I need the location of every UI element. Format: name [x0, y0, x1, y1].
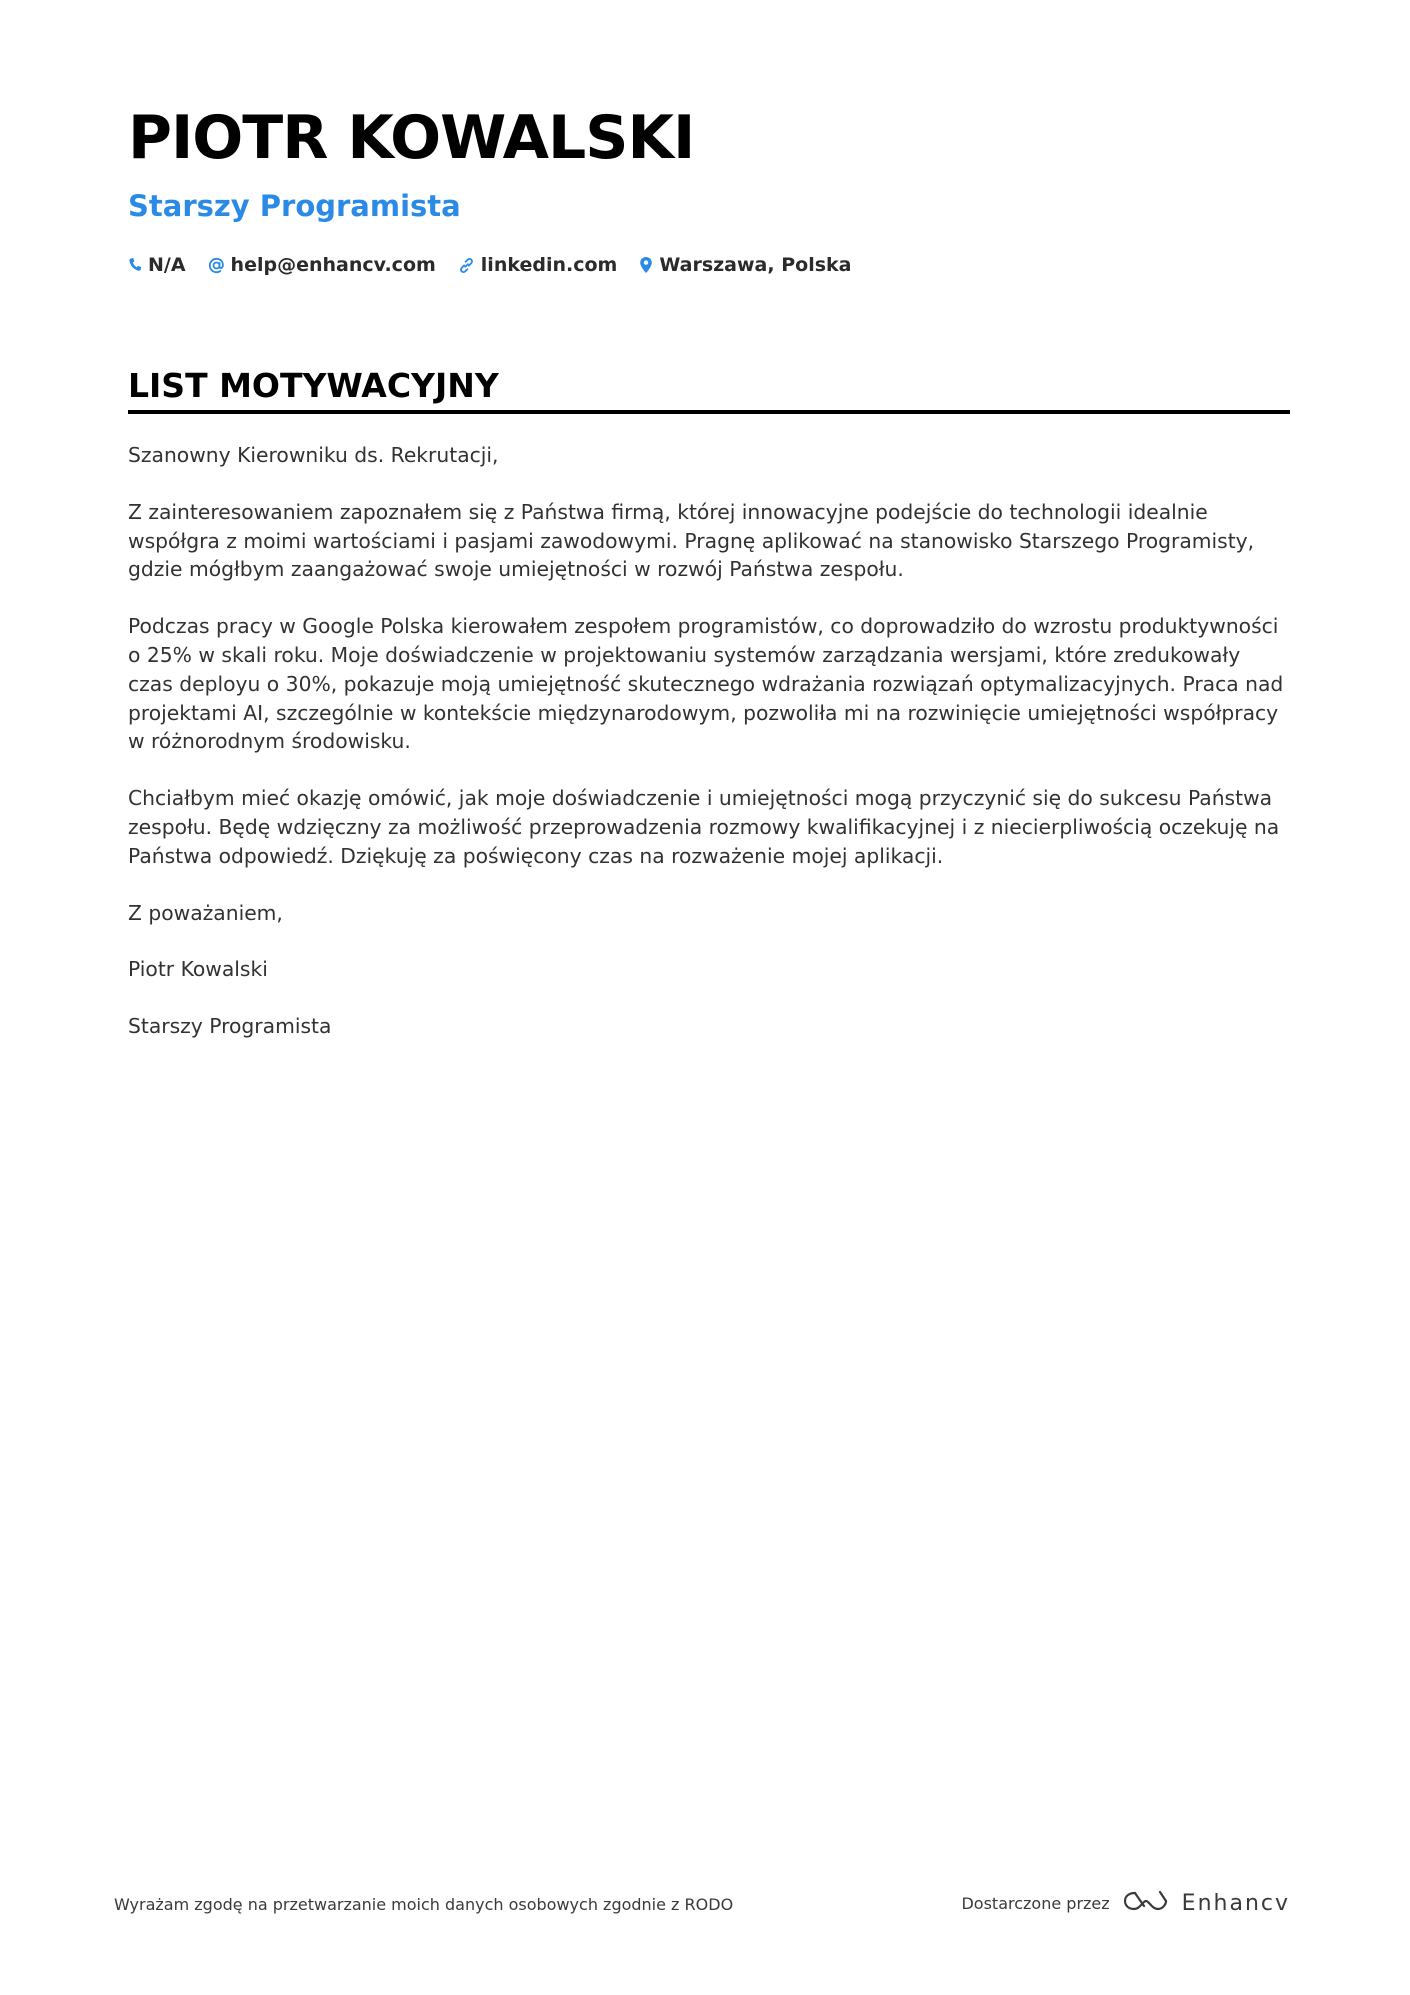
letter-body [128, 441, 1290, 1069]
at-icon [208, 257, 225, 274]
location-pin-icon [639, 256, 653, 274]
contact-location [639, 254, 851, 276]
candidate-title: Starszy Programista [128, 189, 461, 223]
contact-email-text: help@enhancv.com [230, 254, 436, 276]
letter-closing: Z poważaniem, [128, 900, 283, 925]
letter-paragraph: Podczas pracy w Google Polska kierowałem zespołem programistów, co doprowadziło do wzrostu produktywności o 25% w skali roku. Moje doświadczenie w projektowaniu systemów zarządzania wersjami, które zredukowały czas deployu o 30%, pokazuje moją umiejętność skutecznego wdrażania rozwiązań optymalizacyjnych. Praca nad projektami AI, szczególnie w kontekście międzynarodowym, pozwoliła mi na rozwinięcie umiejętności współpracy w różnorodnym środowisku. [128, 614, 1284, 754]
link-icon [458, 257, 475, 274]
gdpr-consent-note: Wyrażam zgodę na przetwarzanie moich danych osobowych zgodnie z RODO [114, 1895, 734, 1914]
letter-paragraph: Z zainteresowaniem zapoznałem się z Państwa firmą, której innowacyjne podejście do technologii idealnie współgra z moimi wartościami i pasjami zawodowymi. Pragnę aplikować na stanowisko Starszego Programisty, gdzie mógłbym zaangażować swoje umiejętności w rozwój Państwa zespołu. [128, 499, 1255, 582]
contact-phone-text: N/A [148, 254, 186, 276]
contact-location-text: Warszawa, Polska [659, 254, 852, 276]
letter-paragraph: Chciałbym mieć okazję omówić, jak moje doświadczenie i umiejętności mogą przyczynić się do sukcesu Państwa zespołu. Będę wdzięczny za możliwość przeprowadzenia rozmowy kwalifikacyjnej i z niecierpliwością oczekuję na Państwa odpowiedź. Dziękuję za poświęcony czas na rozważenie mojej aplikacji. [128, 786, 1280, 868]
contact-linkedin-text: linkedin.com [480, 254, 618, 276]
candidate-name: PIOTR KOWALSKI [128, 103, 695, 173]
section-title: LIST MOTYWACYJNY [128, 366, 499, 405]
letter-salutation: Szanowny Kierowniku ds. Rekrutacji, [128, 443, 499, 467]
contact-phone [128, 254, 186, 276]
signature-title: Starszy Programista [128, 1014, 332, 1039]
brand-name: Enhancv [1181, 1890, 1290, 1916]
contact-email[interactable] [208, 254, 436, 276]
contact-bar [128, 254, 851, 276]
signature-name: Piotr Kowalski [128, 957, 268, 982]
section-divider [128, 410, 1290, 414]
contact-linkedin[interactable] [458, 254, 618, 276]
phone-icon [128, 257, 142, 273]
footer-branding[interactable] [961, 1888, 1290, 1918]
enhancv-logo-icon [1122, 1888, 1170, 1918]
powered-by-label: Dostarczone przez [961, 1893, 1110, 1913]
